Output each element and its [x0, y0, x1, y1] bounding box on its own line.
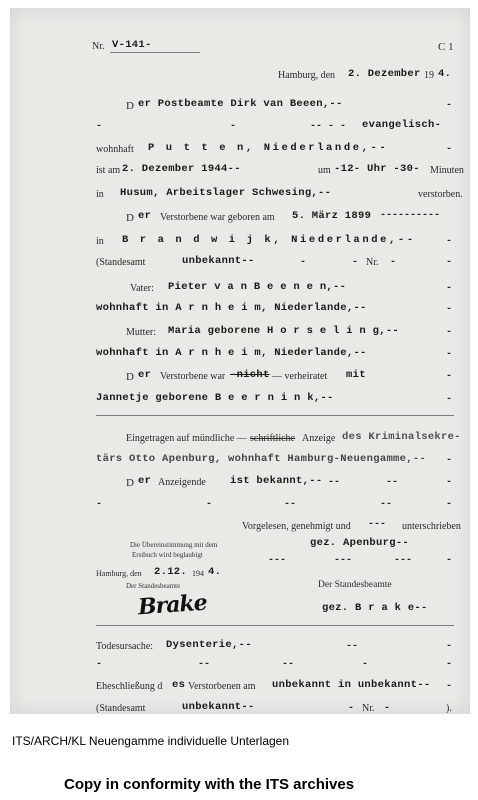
line-filler: -: [300, 257, 307, 268]
informant-label: Anzeigende: [158, 477, 206, 488]
father-label: Vater:: [130, 283, 154, 294]
birth-date: 5. März 1899: [292, 210, 372, 222]
birth-er: er: [138, 210, 152, 222]
marriage-registry-nr-label: Nr.: [362, 703, 375, 714]
marriage-d-prefix: D: [126, 371, 134, 383]
marriage-mit: mit: [346, 369, 366, 381]
death-certificate-document: [10, 8, 470, 714]
line-filler: --: [284, 499, 297, 510]
notifier-line-2: tärs Otto Apenburg, wohnhaft Hamburg-Neuengamme,--: [96, 453, 427, 465]
deceased-name: er Postbeamte Dirk van Beeen,--: [138, 98, 343, 110]
year-prefix: 19: [424, 70, 434, 81]
conformity-line-2: Erstbuch wird beglaubigt: [132, 551, 203, 559]
marriage-er: er: [138, 369, 152, 381]
line-filler: -: [446, 641, 453, 652]
line-filler: -: [96, 121, 103, 132]
cause-value: Dysenterie,--: [166, 639, 252, 651]
conformity-caption: Copy in conformity with the ITS archives: [64, 776, 355, 793]
line-filler: -: [96, 659, 103, 670]
cause-label: Todesursache:: [96, 641, 154, 652]
marriage-registry-closing: ).: [446, 703, 452, 714]
nr-label: Nr.: [92, 41, 105, 52]
nr-underline: [110, 52, 200, 53]
signature-typed-apenburg: gez. Apenburg--: [310, 537, 410, 549]
line-filler: -: [446, 555, 453, 566]
official-title: Der Standesbeamte: [318, 580, 392, 590]
line-filler: -: [446, 681, 453, 692]
father-name: Pieter v a n B e e n e n,--: [168, 281, 347, 293]
marriage-registry-office-label: (Standesamt: [96, 703, 146, 714]
registry-value: unbekannt--: [182, 255, 255, 267]
signed-label: unterschrieben: [402, 521, 461, 532]
marriage-registry-label-2: Verstorbenen am: [188, 681, 256, 692]
marriage-registry-value: unbekannt in unbekannt--: [272, 679, 431, 691]
in-label: in: [96, 189, 104, 200]
struck-written: schriftliche: [250, 433, 295, 444]
line-filler: -: [446, 327, 453, 338]
line-filler: --: [386, 477, 399, 488]
line-filler: -: [390, 257, 397, 268]
line-filler: -: [446, 659, 453, 670]
certificate-date: 2. Dezember: [348, 68, 421, 80]
line-filler: ---: [394, 555, 413, 566]
conformity-year-prefix: 194: [192, 569, 204, 578]
line-filler: ---: [368, 519, 387, 530]
religion: evangelisch-: [362, 119, 442, 131]
registry-nr-label: Nr.: [366, 257, 379, 268]
line-filler: -: [446, 304, 453, 315]
line-filler: -: [230, 121, 237, 132]
residence-label: wohnhaft: [96, 144, 134, 155]
line-filler: --: [198, 659, 211, 670]
official-title-small: Der Standesbeamte: [126, 582, 181, 590]
death-date-value: 2. Dezember 1944--: [122, 163, 241, 175]
line-filler: -: [446, 349, 453, 360]
nr-value: V-141-: [112, 39, 152, 51]
section-divider: [96, 625, 454, 626]
conformity-place-date: Hamburg, den: [96, 569, 142, 578]
line-filler: -: [446, 455, 453, 466]
line-filler: -: [352, 257, 359, 268]
birth-in-label: in: [96, 236, 104, 247]
archive-caption: ITS/ARCH/KL Neuengamme individuelle Unterlagen: [12, 734, 290, 748]
year-value: 4.: [438, 68, 452, 80]
read-label: Vorgelesen, genehmigt und: [242, 521, 351, 532]
marriage-label: Verstorbene war: [160, 371, 226, 382]
line-filler: ---: [334, 555, 353, 566]
informant-d-prefix: D: [126, 477, 134, 489]
line-filler: ---: [268, 555, 287, 566]
line-filler: --: [328, 477, 341, 488]
line-filler: -- - -: [310, 121, 347, 132]
line-filler: -: [446, 371, 453, 382]
handwritten-signature: Brake: [137, 589, 208, 621]
line-filler: --: [346, 641, 359, 652]
notifier-line-1: des Kriminalsekre-: [342, 431, 461, 443]
spouse-name: Jannetje geborene B e e r n i n k,--: [96, 392, 334, 404]
birth-d-prefix: D: [126, 212, 134, 224]
line-filler: -: [446, 477, 453, 488]
registry-label: (Standesamt: [96, 257, 146, 268]
line-filler: -: [446, 236, 453, 247]
official-typed-signature: gez. B r a k e--: [322, 602, 428, 614]
time-value: -12- Uhr -30-: [334, 163, 420, 175]
conformity-line-1: Die Übereinstimmung mit dem: [130, 541, 218, 549]
line-filler: -: [446, 144, 453, 155]
line-filler: -: [206, 499, 213, 510]
section-divider: [96, 415, 454, 416]
birth-label: Verstorbene war geboren am: [160, 212, 275, 223]
time-label: um: [318, 165, 331, 176]
registration-label-2: Anzeige: [302, 433, 336, 444]
residence-value: P u t t e n, Niederlande,--: [148, 142, 389, 154]
d-prefix: D: [126, 100, 134, 112]
line-filler: --: [282, 659, 295, 670]
line-filler: --: [380, 499, 393, 510]
line-filler: -: [384, 703, 391, 714]
conformity-year: 4.: [208, 566, 222, 578]
place-date-prefix: Hamburg, den: [278, 70, 336, 81]
struck-not: -nicht: [230, 369, 270, 381]
line-filler: -: [96, 499, 103, 510]
married-label: — verheiratet: [272, 371, 328, 382]
informant-er: er: [138, 475, 152, 487]
mother-name: Maria geborene H o r s e l i n g,--: [168, 325, 400, 337]
line-filler: -: [446, 257, 453, 268]
line-filler: -: [348, 703, 355, 714]
mother-residence: wohnhaft in A r n h e i m, Niederlande,--: [96, 347, 367, 359]
death-place: Husum, Arbeitslager Schwesing,--: [120, 187, 332, 199]
marriage-registry-es: es: [172, 679, 186, 691]
registration-label: Eingetragen auf mündliche —: [126, 433, 247, 444]
line-filler: -: [446, 283, 453, 294]
mother-label: Mutter:: [126, 327, 156, 338]
minutes-label: Minuten: [430, 165, 464, 176]
line-filler: -: [362, 659, 369, 670]
line-filler: -: [446, 100, 453, 111]
line-filler: ----------: [380, 210, 441, 221]
death-date-label: ist am: [96, 165, 121, 176]
father-residence: wohnhaft in A r n h e i m, Niederlande,--: [96, 302, 367, 314]
marriage-registry-label: Eheschließung d: [96, 681, 163, 692]
form-code: C 1: [438, 41, 454, 53]
birth-place: B r a n d w i j k, Niederlande,--: [122, 234, 416, 246]
marriage-registry-office-value: unbekannt--: [182, 701, 255, 713]
informant-value: ist bekannt,--: [230, 475, 323, 487]
line-filler: -: [446, 394, 453, 405]
died-label: verstorben.: [418, 189, 463, 200]
line-filler: -: [446, 499, 453, 510]
conformity-date: 2.12.: [154, 566, 188, 578]
